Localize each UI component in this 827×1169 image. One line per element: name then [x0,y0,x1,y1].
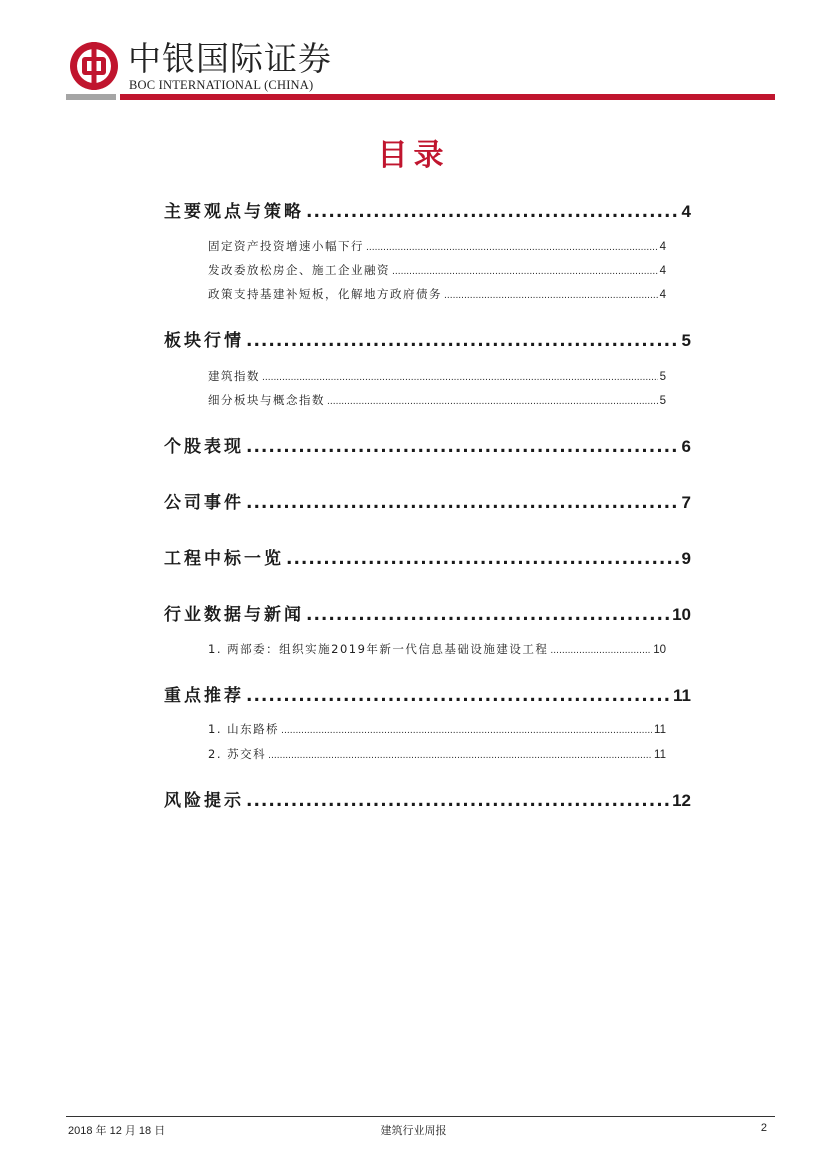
toc-entry-page: 4 [659,289,666,301]
toc-entry[interactable] [208,368,666,384]
toc-entry[interactable] [164,681,691,706]
toc-leader [444,291,658,301]
toc-entry-label: 板块行情 [164,331,244,351]
toc-entry-page: 4 [659,241,666,253]
toc-entry-page: 10 [672,605,691,624]
footer-date: 2018 年 12 月 18 日 [68,1125,166,1137]
toc-leader [366,243,658,253]
toc-entry-page: 11 [673,686,691,705]
toc-entry-label: 建筑指数 [208,369,260,383]
toc-entry-label: 重点推荐 [164,686,244,706]
toc-entry[interactable] [208,286,666,302]
boc-logo-icon [68,40,120,92]
header-rule-gray [66,94,116,100]
toc-entry[interactable] [164,544,691,569]
toc-entry[interactable] [208,641,666,657]
toc-entry[interactable] [164,488,691,513]
toc-entry-page: 11 [654,724,666,736]
toc-entry-label: 1. 两部委：组织实施2019年新一代信息基础设施建设工程 [208,642,549,656]
toc-entry-label: 发改委放松房企、施工企业融资 [208,263,390,277]
toc-entry-page: 4 [659,265,666,277]
toc-leader [306,605,670,625]
toc-title: 目录 [377,138,450,173]
toc-entry[interactable] [164,197,691,222]
footer-report-title: 建筑行业周报 [380,1124,447,1137]
toc-leader [262,373,658,383]
toc-leader [281,726,652,736]
toc-entry-label: 行业数据与新闻 [164,605,304,625]
toc-leader [246,493,680,513]
toc-leader [246,791,670,811]
toc-entry-label: 细分板块与概念指数 [208,393,325,407]
footer-rule [66,1116,775,1117]
toc-entry-label: 固定资产投资增速小幅下行 [208,239,364,253]
toc-entry-page: 5 [681,331,691,350]
toc-leader [246,331,680,351]
toc-entry[interactable] [208,238,666,254]
toc-leader [392,267,658,277]
toc-entry[interactable] [164,326,691,351]
toc-entry-label: 个股表现 [164,437,244,457]
toc-entry-page: 7 [681,493,691,512]
toc-entry-page: 9 [681,549,691,568]
company-name-en: BOC INTERNATIONAL (CHINA) [129,78,314,92]
toc-entry-page: 4 [681,202,691,221]
toc-entry-label: 公司事件 [164,493,244,513]
header [66,38,775,108]
company-name-cn: 中银国际证券 [128,39,332,78]
toc-entry-label: 2. 苏交科 [208,747,267,761]
toc-entry[interactable] [208,721,666,737]
toc-entry[interactable] [208,392,666,408]
toc-entry-label: 政策支持基建补短板，化解地方政府债务 [208,287,442,301]
toc-entry-label: 风险提示 [164,791,244,811]
toc-entry-label: 1. 山东路桥 [208,722,280,736]
toc-leader [268,751,652,761]
toc-entry-page: 5 [659,371,666,383]
toc-entry-page: 11 [654,749,666,761]
toc-entry[interactable] [208,746,666,762]
toc-entry-page: 12 [672,791,691,810]
toc-entry-label: 工程中标一览 [164,549,284,569]
toc-entry-label: 主要观点与策略 [164,202,304,222]
toc-leader [327,397,658,407]
toc-entry[interactable] [164,600,691,625]
footer-page-number: 2 [760,1122,767,1134]
toc-entry-page: 10 [653,644,666,656]
toc-leader [286,549,680,569]
toc-entry[interactable] [164,786,691,811]
toc-leader [306,202,680,222]
header-rule-red [120,94,775,100]
toc-leader [246,686,671,706]
toc-entry[interactable] [164,432,691,457]
toc-leader [246,437,680,457]
toc-entry-page: 5 [659,395,666,407]
toc-entry[interactable] [208,262,666,278]
toc-entry-page: 6 [681,437,691,456]
toc-leader [550,646,651,656]
